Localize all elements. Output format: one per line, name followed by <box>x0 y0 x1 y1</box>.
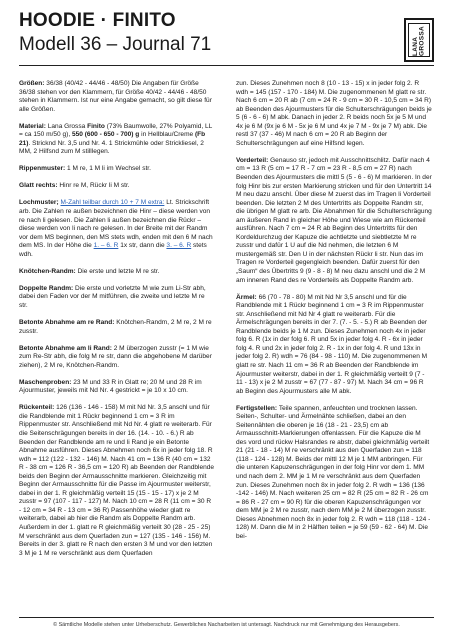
section-rippenmuster <box>19 165 215 174</box>
right-column <box>236 80 432 550</box>
section-text: Knötchen-Randm, 2 M re, 2 M re zusstr. <box>19 318 212 335</box>
page-subtitle: Modell 36 – Journal 71 <box>19 34 212 55</box>
section-heading: Betonte Abnahme am re Rand: <box>19 318 115 326</box>
section-text: 1x str, dann die <box>120 242 165 250</box>
section-material <box>19 123 215 157</box>
section-knoetchen-randm <box>19 268 215 277</box>
section-heading: Glatt rechts: <box>19 182 58 190</box>
section-heading: Knötchen-Randm: <box>19 267 76 275</box>
section-text: Die erste und letzte M re str. <box>77 267 160 275</box>
section-heading: Größen: <box>19 80 45 87</box>
section-text: Lt. Strickschrift arb. Die Zahlen re außen bezeichnen die Hinr – diese werden von re nach li gelesen. Die Zahlen li außen bezeichnen die Rückr – diese werden von li nach re gelesen. In der Breite mit der Randm vor dem MS beginnen, den MS stets wdh, enden mit den 6 M nach dem MS. In der Höhe die <box>19 199 213 250</box>
section-vorderteil <box>236 157 432 285</box>
section-text: (73% Baumwolle, 27% Polyamid, LL = ca 150 m/50 g), <box>19 122 213 139</box>
section-betonte-abnahme-li <box>19 345 215 371</box>
section-heading: Rippenmuster: <box>19 165 66 173</box>
section-text: Die erste und vorletzte M wie zum Li-Str abh, dabei den Faden vor der M mitführen, die zweite und letzte M re str. <box>19 284 206 309</box>
section-text: 23 M und 33 R in Glatt re; 20 M und 28 R im Ajourmuster, jeweils mit Nd Nr. 4 gestrickt = je 10 x 10 cm. <box>19 378 202 395</box>
header-divider <box>19 65 434 66</box>
brand-logo-frame <box>408 23 430 57</box>
section-heading: Fertigstellen: <box>236 404 278 412</box>
section-heading: Betonte Abnahme am li Rand: <box>19 344 112 352</box>
copyright-footer: © Sämtliche Modelle stehen unter Urheberschutz. Gewerbliches Nacharbeiten ist untersagt. Nachdruck nur mit Genehmigung des Herausgebers. <box>53 622 400 628</box>
color-number: (Fb 21) <box>19 131 206 147</box>
section-text: Teile spannen, anfeuchten und trocknen lassen. Seiten-, Schulter- und Ärmelnähte schließen, dabei an den Seitennähten die oberen je 16 (18 - 21 - 23,5) cm ab Armausschnitt-Markierungen offenlassen. Für die Kapuze die M des vord und rückw Halsrandes re abstr, dabei gleichmäßig verteilt 21 (21 - 18 - 14) M re verschränkt aus den Querfaden zun = 118 (118 - 124 - 128) M. Beids der mittl 12 M je 1 MM anbringen. Für die unteren Kapuzenschrägungen in der folg Hinr vor dem 1. MM und nach dem 2. MM je 1 M re verschränkt aus dem Querfaden zun. Dieses Zunehmen noch 8x in jeder folg 2. R wdh = 136 (136 -142 - 146) M. Nach weiteren 25 cm = 82 R (25 cm = 82 R - 26 cm = 86 R - 27 cm = 90 R) für die oberen Kapuzenschrägungen vor dem MM je 2 M re zusstr, nach dem MM je 2 M überzogen zusstr. Dieses Abnehmen noch 8x in jeder folg 2. R wdh = 118 (118 - 124 - 128) M. Dann die M in 2 Hälften teilen = je 59 (59 - 62 - 64) M. Die bei- <box>236 404 431 540</box>
section-text: 126 (136 - 146 - 158) M mit Nd Nr. 3,5 anschl und für die Randblende mit 1 Rückr beginnend 1 cm = 3 R im Rippenmuster str. Anschließend mit Nd Nr. 4 glatt re weiterarb. Für die Seitenschrägungen bereits in der 16. (14. - 10. - 6.) R ab Beenden der Randblende am re und li Rand je ein Betonte Abnahme ausführen. Dieses Abnehmen noch 6x in jeder folg 18. R wdh = 112 (122 - 132 - 146) M. Nach 41 cm = 136 R (40 cm = 132 R - 38 cm = 126 R - 36,5 cm = 120 R) ab Beenden der Randblende beids den Beginn der Armausschnitte markieren. Gleichzeitig mit Beginn der Armausschnitte für die Passe im Ajourmuster weiterstr, dabei in der 1. R gleichmäßig verteilt 15 (15 - 15 - 17) x je 2 M zusstr = 97 (107 - 117 - 127) M. Nach 10 cm = 28 R (11 cm = 30 R - 12 cm = 34 R - 13 cm = 36 R) Passenhöhe wieder glatt re weiterarb, dabei ab hier die Randm als Doppelte Randm arb. Außerdem in der 1. glatt re R gleichmäßig verteilt 30 (28 - 25 - 25) M verschränkt aus dem Querfaden zun = 127 (135 - 146 - 156) M. Bereits in der 3. glatt re R nach den ersten 3 M und vor den letzten 3 M je 1 M re verschränkt aus dem Querfaden <box>19 404 215 557</box>
section-heading: Material: <box>19 122 46 130</box>
brand-logo <box>404 18 434 62</box>
section-heading: Doppelte Randm: <box>19 284 74 292</box>
section-lochmuster <box>19 199 215 259</box>
section-betonte-abnahme-re <box>19 319 215 336</box>
stitch-count-link[interactable]: M-Zahl teilbar durch 10 + 7 M extra: <box>60 199 165 207</box>
brand-logo-text: LANA GROSSA <box>411 26 425 56</box>
row-range-link[interactable]: 3. – 6. R <box>166 242 192 250</box>
section-heading: Vorderteil: <box>236 156 269 164</box>
section-text: stets wdh. <box>19 242 207 258</box>
section-heading: Lochmuster; <box>19 199 59 207</box>
section-aermel <box>236 294 432 397</box>
section-text: zun. Dieses Zunehmen noch 8 (10 - 13 - 15) x in jeder folg 2. R wdh = 145 (157 - 170 - 184) M. Die zugenommenen M glatt re str. Nach 6 cm = 20 R ab (7 cm = 24 R - 9 cm = 30 R - 10,5 cm = 34 R) ab Beenden des Ajourmusters für die Schulterschrägungen beids je 5 (6 - 6 - 6) M abk. Danach in jeder 2. R beids noch 5x je 5 M und 4x je 6 M (9x je 6 M - 5x je 6 M und 4x je 7 M - 9x je 7 M) abk. Die restl 37 (37 - 46) M nach 6 cm = 20 R ab Beginn der Schulterschrägungen auf eine Hilfsnd legen. <box>236 80 432 147</box>
section-text: 1 M re, 1 M li im Wechsel str. <box>67 165 151 173</box>
section-rueckenteil-continued <box>236 80 432 148</box>
section-heading: Maschenproben: <box>19 378 72 386</box>
section-text: in Hellblau/Creme <box>141 131 194 139</box>
row-range-link[interactable]: 1. – 6. R <box>93 242 119 250</box>
section-heading: Ärmel: <box>236 293 257 301</box>
section-text: Hinr re M, Rückr li M str. <box>59 182 130 190</box>
left-column <box>19 80 215 567</box>
section-groessen <box>19 80 215 114</box>
yarn-name: Finito <box>87 122 105 130</box>
section-text: Lana Grossa <box>47 122 86 130</box>
section-text: . Stricknd Nr. 3,5 und Nr. 4. 1 Strickmühle oder Strickliesel, 2 MM, 2 Hilfsnd zum M stilllegen. <box>19 139 204 156</box>
yarn-amount: 550 (600 - 650 - 700) g <box>71 131 140 139</box>
section-fertigstellen <box>236 405 432 542</box>
section-glatt-rechts <box>19 182 215 191</box>
section-text: 2 M überzogen zusstr (= 1 M wie zum Re-Str abh, die folg M re str, dann die abgehobene M darüber ziehen), 2 M re, Knötchen-Randm. <box>19 344 212 369</box>
section-doppelte-randm <box>19 285 215 311</box>
footer-divider <box>19 617 434 618</box>
page-title: HOODIE · FINITO <box>19 10 176 31</box>
section-text: 36/38 (40/42 - 44/46 - 48/50) Die Angaben für Größe 36/38 stehen vor den Klammern, für Größe 40/42 - 44/46 - 48/50 stehen in Klammern. Ist nur eine Angabe gemacht, so gilt diese für alle Größen. <box>19 80 212 113</box>
section-maschenproben <box>19 379 215 396</box>
section-text: Genauso str, jedoch mit Ausschnittschlitz. Dafür nach 4 cm = 13 R (5 cm = 17 R - 7 cm = 23 R - 8,5 cm = 27 R) nach Beenden des Ajourmusters die mittl 5 (5 - 6 - 6) M markieren. In der folg Hinr bis zur ersten Markierung stricken und für den Untertritt 14 M neu dazu anschl. Über diese M zuerst das im Tragen li Vorderteil beenden. Die letzten 2 M des Untertritts als Doppelte Randm str, die übrigen M glatt re arb. Die Abnahmen für die Schulterschrägung am äußeren Rand in gleicher Höhe und Wiese wie am Rückenteil ausführen. Nach 7 cm = 24 R ab Beginn des Untertritts für den Kordeldurchzug der Kapuze die achtletzte und siebtletzte M re zusstr und dafür 1 U auf die Nd nehmen, die letzten 6 M mustergemäß str. Den U in der nächsten Rückr li str. Nun das im Tragen re Vorderteil gegengleich beenden. Dafür zuerst für den „Saum“ des Übertritts 9 (9 - 8 - 8) M neu dazu anschl und die 2 M am inneren Rand des re Vorderteils als Doppelte Randm arb. <box>236 156 432 284</box>
section-rueckenteil <box>19 404 215 558</box>
section-heading: Rückenteil: <box>19 404 55 412</box>
section-text: 66 (70 - 78 - 80) M mit Nd Nr 3,5 anschl und für die Randblende mit 1 Rückr beginnend 1 cm = 3 R im Rippenmuster str. Anschließend mit Nd Nr 4 glatt re weiterarb. Für die Ärmelschrägungen bereits in der 7. (7. - 5. - 5.) R ab Beenden der Randblende beids je 1 M zun. Dieses Zunehmen noch 4x in jeder folg 6. R (1x in der folg 6. R und 5x in jeder folg 4. R - 6x in jeder folg 4. R und 2x in jeder folg 2. R - 1x in der folg 4. R und 13x in jeder folg 2. R) wdh = 76 (84 - 98 - 110) M. Die zugenommenen M glatt re str. Nach 11 cm = 36 R ab Beenden der Randblende im Ajourmuster weiterstr, dabei in der 1. R gleichmäßig verteilt 9 (7 - 11 - 13) x je 2 M zusstr = 67 (77 - 87 - 97) M. Nach 34 cm = 96 R ab Beginn des Ajourmusters alle M abk. <box>236 293 428 395</box>
